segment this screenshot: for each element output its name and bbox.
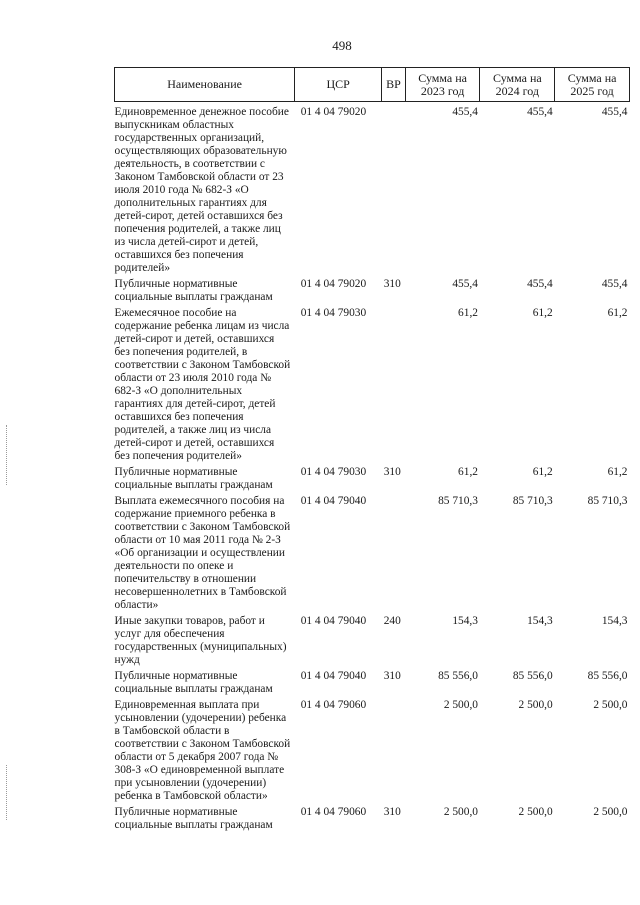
row-name: Единовременная выплата при усыновлении (удочерении) ребенка в Тамбовской области в соответствии с Законом Тамбовской области от 5 декабря 2007 года № 308-З «О единовременной выплате при усыновлении (удочерении) ребенка в Тамбовской области» xyxy=(114,699,291,802)
row-sum-2023: 154,3 xyxy=(452,615,478,627)
scan-edge-marks xyxy=(6,765,9,820)
row-name: Иные закупки товаров, работ и услуг для обеспечения государственных (муниципальных) нужд xyxy=(114,615,287,666)
row-vr xyxy=(382,699,406,806)
header-sum-2024: Сумма на 2024 год xyxy=(480,68,555,102)
page-number: 498 xyxy=(332,38,352,53)
row-vr: 240 xyxy=(383,615,401,627)
row-vr: 310 xyxy=(383,466,401,478)
row-sum-2025: 154,3 xyxy=(601,615,628,627)
row-csr: 01 4 04 79030 xyxy=(300,307,367,319)
table-row xyxy=(115,806,630,835)
row-vr: 310 xyxy=(383,278,401,290)
row-vr xyxy=(382,495,406,615)
header-name: Наименование xyxy=(115,68,295,102)
row-csr: 01 4 04 79060 xyxy=(300,806,367,818)
table-row xyxy=(115,615,630,670)
table-row xyxy=(115,102,630,279)
row-sum-2025: 455,4 xyxy=(601,106,628,118)
row-sum-2023: 455,4 xyxy=(452,106,478,118)
row-name: Единовременное денежное пособие выпускникам областных государственных организаций, осуществляющих образовательную деятельность, в соответствии с Законом Тамбовской области от 23 июля 2010 года № 682-З «О дополнительных гарантиях для детей-сирот, детей оставшихся без попечения родителей, а также лиц из числа детей-сирот и детей, оставшихся без попечения родителей» xyxy=(114,106,289,274)
header-csr: ЦСР xyxy=(295,68,382,102)
row-vr xyxy=(382,102,406,279)
row-sum-2024: 61,2 xyxy=(532,307,553,319)
table-row xyxy=(115,466,630,495)
row-sum-2025: 2 500,0 xyxy=(593,699,628,711)
row-sum-2025: 455,4 xyxy=(601,278,628,290)
row-csr: 01 4 04 79020 xyxy=(300,106,367,118)
row-name: Публичные нормативные социальные выплаты гражданам xyxy=(114,278,273,303)
row-vr xyxy=(382,307,406,466)
row-sum-2024: 2 500,0 xyxy=(518,806,553,818)
header-vr: ВР xyxy=(382,68,406,102)
header-sum-2023: Сумма на 2023 год xyxy=(405,68,480,102)
row-sum-2024: 61,2 xyxy=(532,466,553,478)
row-sum-2023: 2 500,0 xyxy=(443,699,478,711)
table-row xyxy=(115,699,630,806)
row-csr: 01 4 04 79040 xyxy=(300,495,367,507)
row-vr: 310 xyxy=(383,670,401,682)
row-sum-2024: 2 500,0 xyxy=(518,699,553,711)
row-sum-2023: 85 710,3 xyxy=(438,495,478,507)
row-sum-2024: 455,4 xyxy=(527,106,553,118)
row-csr: 01 4 04 79020 xyxy=(300,278,367,290)
table-row xyxy=(115,670,630,699)
row-name: Публичные нормативные социальные выплаты гражданам xyxy=(114,806,273,831)
row-name: Публичные нормативные социальные выплаты гражданам xyxy=(114,466,273,491)
row-sum-2023: 61,2 xyxy=(458,307,478,319)
row-sum-2024: 455,4 xyxy=(527,278,553,290)
header-sum-2025: Сумма на 2025 год xyxy=(555,68,630,102)
table-row xyxy=(115,495,630,615)
row-sum-2025: 85 710,3 xyxy=(587,495,628,507)
row-sum-2023: 455,4 xyxy=(452,278,478,290)
row-csr: 01 4 04 79060 xyxy=(300,699,367,711)
row-sum-2023: 85 556,0 xyxy=(438,670,478,682)
table-row xyxy=(115,307,630,466)
scan-edge-marks xyxy=(6,425,9,485)
row-vr: 310 xyxy=(383,806,401,818)
budget-table xyxy=(114,67,630,835)
row-csr: 01 4 04 79030 xyxy=(300,466,367,478)
row-name: Публичные нормативные социальные выплаты гражданам xyxy=(114,670,273,695)
row-name: Выплата ежемесячного пособия на содержание приемного ребенка в соответствии с Законом Тамбовской области от 10 мая 2011 года № 2-З «Об организации и осуществлении деятельности по опеке и попечительству в отношении несовершеннолетних в Тамбовской области» xyxy=(114,495,291,611)
row-sum-2025: 61,2 xyxy=(607,307,628,319)
row-sum-2025: 85 556,0 xyxy=(587,670,628,682)
row-sum-2024: 85 710,3 xyxy=(512,495,553,507)
row-sum-2023: 61,2 xyxy=(458,466,478,478)
table-row xyxy=(115,278,630,307)
row-sum-2024: 85 556,0 xyxy=(512,670,553,682)
row-name: Ежемесячное пособие на содержание ребенка лицам из числа детей-сирот и детей, оставшихся без попечения родителей, в соответствии с Законом Тамбовской области от 23 июля 2010 года № 682-З «О дополнительных гарантиях для детей-сирот, детей оставшихся без попечения родителей, а также лиц из числа детей-сирот и детей, оставшихся без попечения родителей» xyxy=(114,307,291,462)
table-header-row xyxy=(115,68,630,102)
row-csr: 01 4 04 79040 xyxy=(300,615,367,627)
row-sum-2024: 154,3 xyxy=(527,615,553,627)
row-sum-2025: 2 500,0 xyxy=(593,806,628,818)
row-sum-2023: 2 500,0 xyxy=(443,806,478,818)
row-sum-2025: 61,2 xyxy=(607,466,628,478)
row-csr: 01 4 04 79040 xyxy=(300,670,367,682)
